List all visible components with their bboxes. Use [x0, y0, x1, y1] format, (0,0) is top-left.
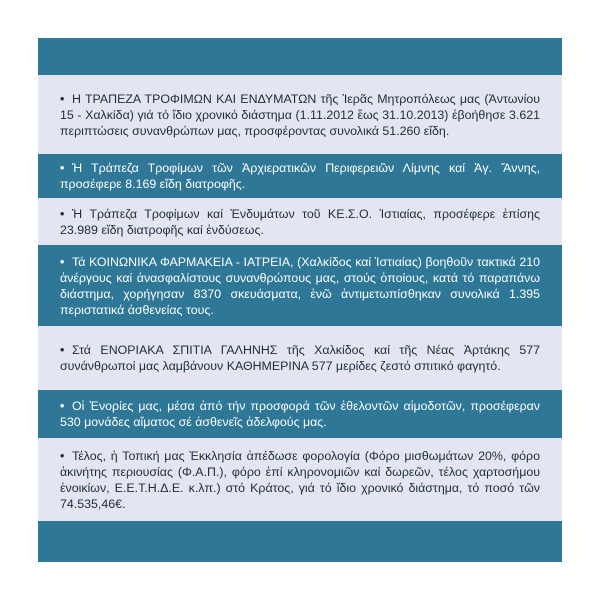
list-item-taxation — [38, 438, 562, 521]
bullet-icon: • — [60, 91, 65, 106]
list-item-text — [60, 91, 540, 139]
list-item-text — [60, 398, 540, 430]
list-item-text — [60, 342, 540, 374]
item-text: Στά ΕΝΟΡΙΑΚΑ ΣΠΙΤΙΑ ΓΑΛΗΝΗΣ τῆς Χαλκίδος καί τῆς Νέας Ἀρτάκης 577 συνάνθρωποί μας λαμβάνουν ΚΑΘΗΜΕΡΙΝΑ 577 μερίδες ζεστό σπιτικό φαγητό. — [60, 343, 540, 373]
list-item-text — [60, 206, 540, 238]
item-text: Οἱ Ἐνορίες μας, μέσα ἀπό τήν προσφορά τῶν ἐθελοντῶν αἱμοδοτῶν, προσέφεραν 530 μονάδες αἵματος σέ ἀσθενεῖς ἀδελφούς μας. — [60, 399, 540, 429]
bullet-icon: • — [60, 399, 65, 413]
item-text: Ἡ Τράπεζα Τροφίμων καί Ἐνδυμάτων τοῦ ΚΕ.Σ.Ο. Ἱστιαίας, προσέφερε ἐπίσης 23.989 εἴδη διατροφῆς καί ἐνδύσεως. — [60, 206, 540, 237]
bullet-icon: • — [60, 206, 65, 221]
item-text: Τέλος, ἡ Τοπική μας Ἐκκλησία ἀπέδωσε φορολογία (Φόρο μισθωμάτων 20%, φόρο ἀκινήτης περιουσίας (Φ.Α.Π.), φόρο ἐπί κληρονομιῶν καί δωρεῶν, τέλος χαρτοσήμου ἐνοικίων, Ε.Ε.Τ.Η.Δ.Ε. κ.λπ.) στό Κράτος, γιά τό ἴδιο χρονικό διάστημα, τό ποσό τῶν 74.535,46€. — [60, 448, 540, 511]
list-item-text — [60, 448, 540, 512]
list-item-text — [60, 254, 540, 318]
list-item-blood-donors — [38, 390, 562, 438]
list-item-parish-houses — [38, 326, 562, 390]
list-item-limni-food-bank — [38, 154, 562, 198]
item-text: Ἡ Τράπεζα Τροφίμων τῶν Ἀρχιερατικῶν Περιφερειῶν Λίμνης καί Ἁγ. Ἄννης, προσέφερε 8.169 εἴδη διατροφῆς. — [60, 161, 540, 191]
info-panel — [38, 38, 562, 562]
bullet-icon: • — [60, 448, 65, 463]
list-item-istiaia-food-bank — [38, 198, 562, 245]
item-text: Τά ΚΟΙΝΩΝΙΚΑ ΦΑΡΜΑΚΕΙΑ - ΙΑΤΡΕΙΑ, (Χαλκίδος καί Ἱστιαίας) βοηθοῦν τακτικά 210 ἀνέργους καί ἀνασφαλίστους συνανθρώπους μας, στούς ὁποίους, κατά τό παραπάνω διάστημα, χορήγησαν 8370 σκευάσματα, ἐνῶ ἀντιμετωπίσθηκαν συνολικά 1.395 περιστατικά ἀσθενείας τους. — [60, 254, 540, 317]
list-item-food-bank — [38, 75, 562, 154]
list-item-text — [60, 160, 540, 192]
bullet-icon: • — [60, 161, 65, 175]
item-text: Η ΤΡΑΠΕΖΑ ΤΡΟΦΙΜΩΝ ΚΑΙ ΕΝΔΥΜΑΤΩΝ τῆς Ἱερᾶς Μητροπόλεως μας (Ἀντωνίου 15 - Χαλκίδα) γιά τό ἴδιο χρονικό διάστημα (1.11.2012 ἕως 31.10.2013) ἐβοήθησε 3.621 περιπτώσεις συνανθρώπων μας, προσφέροντας συνολικά 51.260 εἴδη. — [60, 91, 540, 138]
bullet-icon: • — [60, 343, 65, 357]
bullet-icon: • — [60, 254, 65, 269]
list-item-pharmacies — [38, 245, 562, 326]
